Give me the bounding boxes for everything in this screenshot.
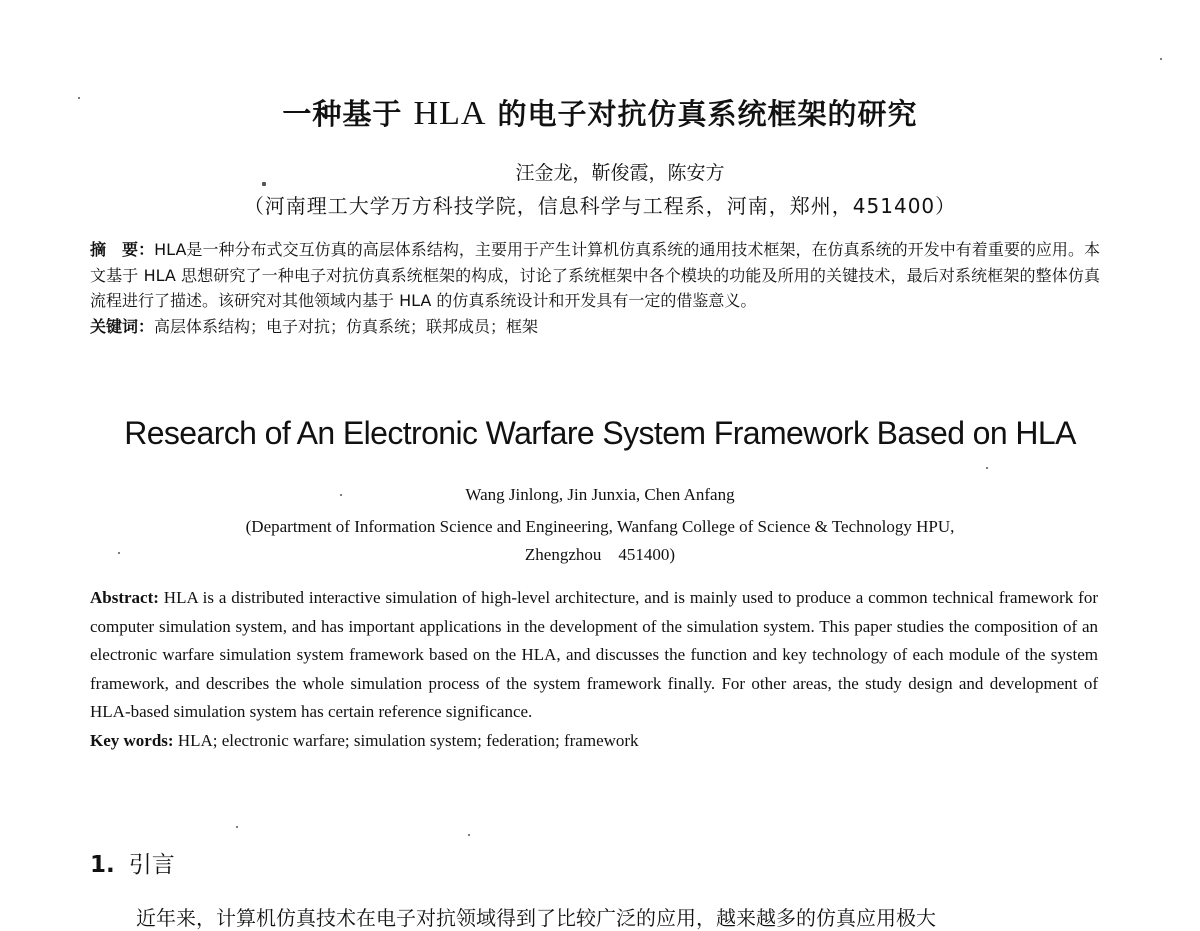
section-first-line: 近年来，计算机仿真技术在电子对抗领域得到了比较广泛的应用，越来越多的仿真应用极大 bbox=[136, 906, 936, 930]
scan-speck bbox=[468, 834, 470, 836]
section-title: 引言 bbox=[128, 852, 175, 878]
chinese-keywords-label: 关键词： bbox=[90, 316, 155, 336]
chinese-title-suffix: 的电子对抗仿真系统框架的研究 bbox=[497, 97, 918, 131]
chinese-abstract bbox=[90, 237, 1100, 314]
chinese-title-latin: HLA bbox=[413, 95, 487, 132]
english-abstract-label: Abstract: bbox=[90, 588, 159, 607]
english-affiliation bbox=[0, 513, 1200, 569]
chinese-title-prefix: 一种基于 bbox=[282, 97, 403, 131]
english-abstract bbox=[90, 584, 1098, 727]
chinese-title bbox=[0, 92, 1200, 133]
scan-speck bbox=[1160, 58, 1162, 60]
english-abstract-text: HLA is a distributed interactive simulation of high-level architecture, and is mainly used to produce a common technical framework for computer simulation system, and has important applications in the development of the simulation system. This paper studies the composition of an electronic warfare simulation system framework based on the HLA, and discusses the function and key technology of each module of the system framework, and describes the whole simulation process of the system framework finally. For other areas, the study design and development of HLA-based simulation system has certain reference significance. bbox=[90, 588, 1098, 721]
english-affiliation-line-1: (Department of Information Science and Engineering, Wanfang College of Science & Technology HPU, bbox=[245, 517, 955, 536]
english-authors: Wang Jinlong, Jin Junxia, Chen Anfang bbox=[465, 485, 735, 504]
english-title: Research of An Electronic Warfare System Framework Based on HLA bbox=[124, 415, 1076, 451]
scan-speck bbox=[78, 97, 80, 99]
english-keywords-label: Key words: bbox=[90, 730, 174, 750]
english-abstract-block bbox=[90, 584, 1098, 755]
section-number: 1. bbox=[90, 852, 115, 878]
chinese-abstract-label: 摘 要： bbox=[90, 240, 155, 259]
english-keywords bbox=[90, 727, 1098, 756]
chinese-authors: 汪金龙，靳俊霞，陈安方 bbox=[515, 162, 725, 184]
chinese-keywords-text: 高层体系结构；电子对抗；仿真系统；联邦成员；框架 bbox=[154, 316, 539, 336]
chinese-keywords bbox=[90, 314, 1100, 340]
scan-speck bbox=[986, 467, 988, 469]
scan-speck bbox=[118, 552, 120, 554]
english-affiliation-line-2: Zhengzhou 451400) bbox=[524, 545, 676, 564]
scan-speck bbox=[340, 494, 342, 496]
scan-speck bbox=[262, 182, 266, 186]
scan-speck bbox=[236, 826, 238, 828]
english-keywords-text: HLA; electronic warfare; simulation system; federation; framework bbox=[173, 730, 639, 750]
chinese-affiliation: （河南理工大学万方科技学院，信息科学与工程系，河南，郑州，451400） bbox=[243, 194, 957, 218]
chinese-abstract-block bbox=[90, 237, 1100, 339]
chinese-abstract-text: HLA是一种分布式交互仿真的高层体系结构，主要用于产生计算机仿真系统的通用技术框架，在仿真系统的开发中有着重要的应用。本文基于 HLA 思想研究了一种电子对抗仿真系统框架的构成，讨论了系统框架中各个模块的功能及所用的关键技术，最后对系统框架的整体仿真流程进行了描述。该研究对其他领域内基于 HLA 的仿真系统设计和开发具有一定的借鉴意义。 bbox=[90, 240, 1100, 310]
section-heading bbox=[90, 846, 175, 879]
